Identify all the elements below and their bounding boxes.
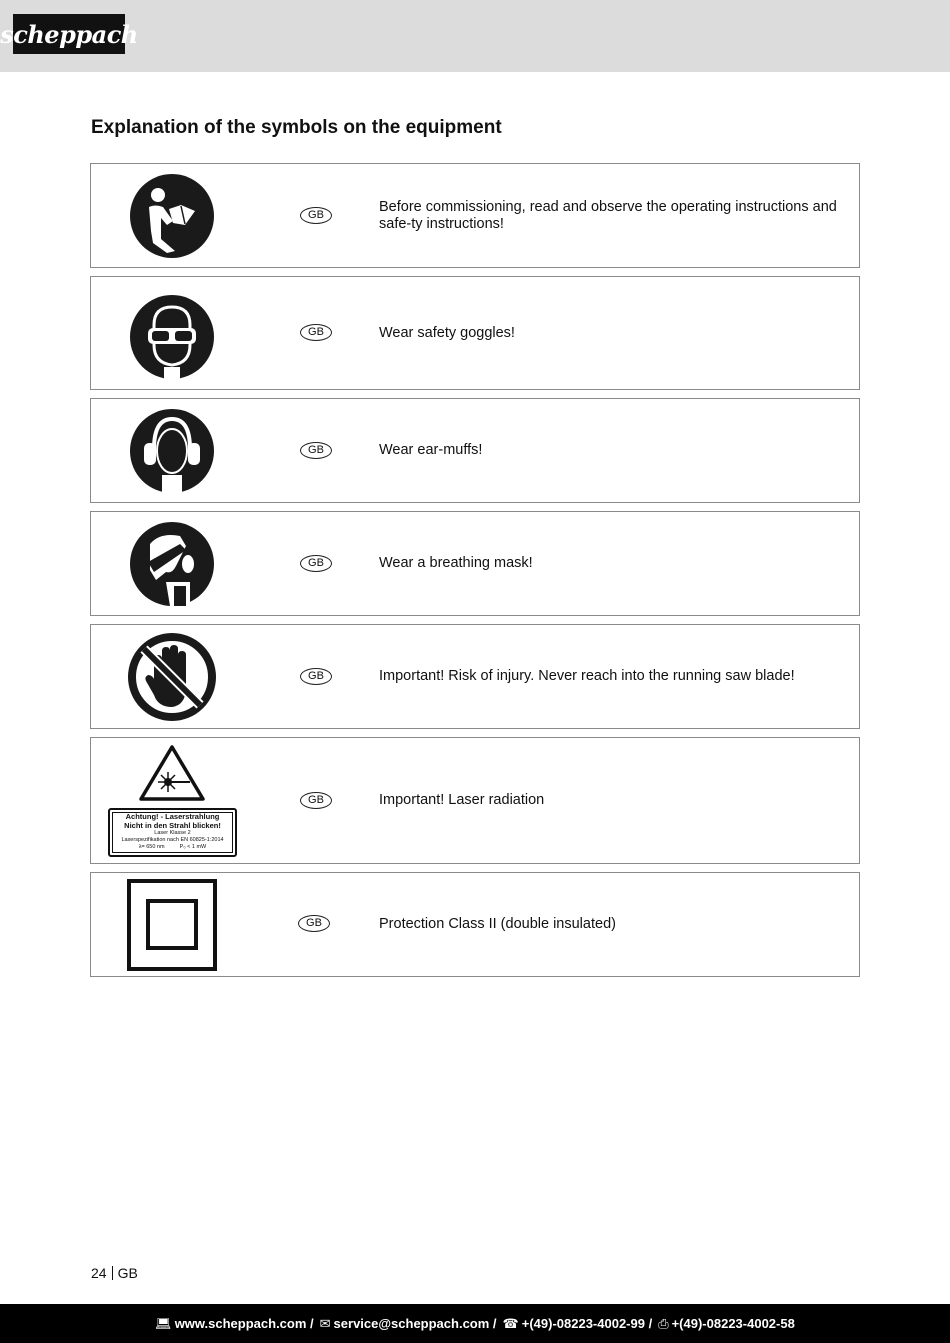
safety-goggles-icon [130, 295, 214, 379]
symbol-row-laser [90, 737, 860, 864]
row-description: Protection Class II (double insulated) [379, 916, 616, 932]
row-description: Wear safety goggles! [379, 325, 515, 341]
footer-website[interactable]: www.scheppach.com / [174, 1316, 314, 1331]
laser-label-power: P₀ < 1 mW [179, 844, 207, 851]
symbol-row-safety-goggles [90, 276, 860, 390]
scheppach-logo: scheppach [13, 14, 125, 54]
gb-badge: GB [298, 915, 330, 932]
footer-bar [0, 1304, 950, 1343]
read-manual-icon [129, 173, 215, 259]
footer-fax: +(49)-08223-4002-58 [671, 1316, 795, 1331]
computer-icon: 💻︎ [155, 1315, 172, 1331]
footer-email[interactable]: service@scheppach.com / [333, 1316, 497, 1331]
laser-warning-icon [138, 744, 206, 802]
page-language: GB [117, 1265, 138, 1281]
laser-label-line3: Laser Klasse 2 [154, 830, 191, 837]
no-hands-icon [128, 633, 216, 721]
laser-label-line2: Nicht in den Strahl blicken! [124, 820, 221, 830]
double-insulated-icon [127, 879, 217, 971]
laser-label-line1: Achtung! - Laserstrahlung [125, 812, 220, 821]
email-icon: ✉ [319, 1315, 331, 1331]
gb-badge: GB [300, 792, 332, 809]
symbol-row-double-insulated [90, 872, 860, 977]
symbol-row-breathing-mask [90, 511, 860, 616]
row-description: Wear ear-muffs! [379, 442, 483, 458]
fax-icon: ⎙ [658, 1315, 669, 1331]
page-number-separator [112, 1266, 113, 1280]
row-description: Important! Laser radiation [379, 792, 545, 808]
header-band [0, 0, 950, 72]
row-description: Wear a breathing mask! [379, 555, 533, 571]
gb-badge: GB [300, 442, 332, 459]
laser-warning-label [108, 808, 237, 857]
ear-muffs-icon [130, 409, 214, 493]
row-description: Important! Risk of injury. Never reach into the running saw blade! [379, 668, 795, 684]
gb-badge: GB [300, 555, 332, 572]
page-title: Explanation of the symbols on the equipment [91, 117, 502, 138]
gb-badge: GB [300, 668, 332, 685]
laser-label-wavelength: λ= 650 nm [138, 844, 165, 851]
breathing-mask-icon [130, 522, 214, 606]
symbol-row-no-hands [90, 624, 860, 729]
symbol-row-read-manual [90, 163, 860, 268]
row-description: Before commissioning, read and observe the operating instructions and safe-ty instructions! [379, 199, 837, 232]
laser-label-line4: Laserspezifikation nach EN 60825-1:2014 [121, 837, 224, 844]
page-number [91, 1265, 138, 1281]
gb-badge: GB [300, 324, 332, 341]
symbol-row-ear-muffs [90, 398, 860, 503]
page-number-value: 24 [91, 1265, 107, 1281]
gb-badge: GB [300, 207, 332, 224]
phone-icon: ☎ [502, 1315, 519, 1331]
footer-phone: +(49)-08223-4002-99 / [521, 1316, 653, 1331]
